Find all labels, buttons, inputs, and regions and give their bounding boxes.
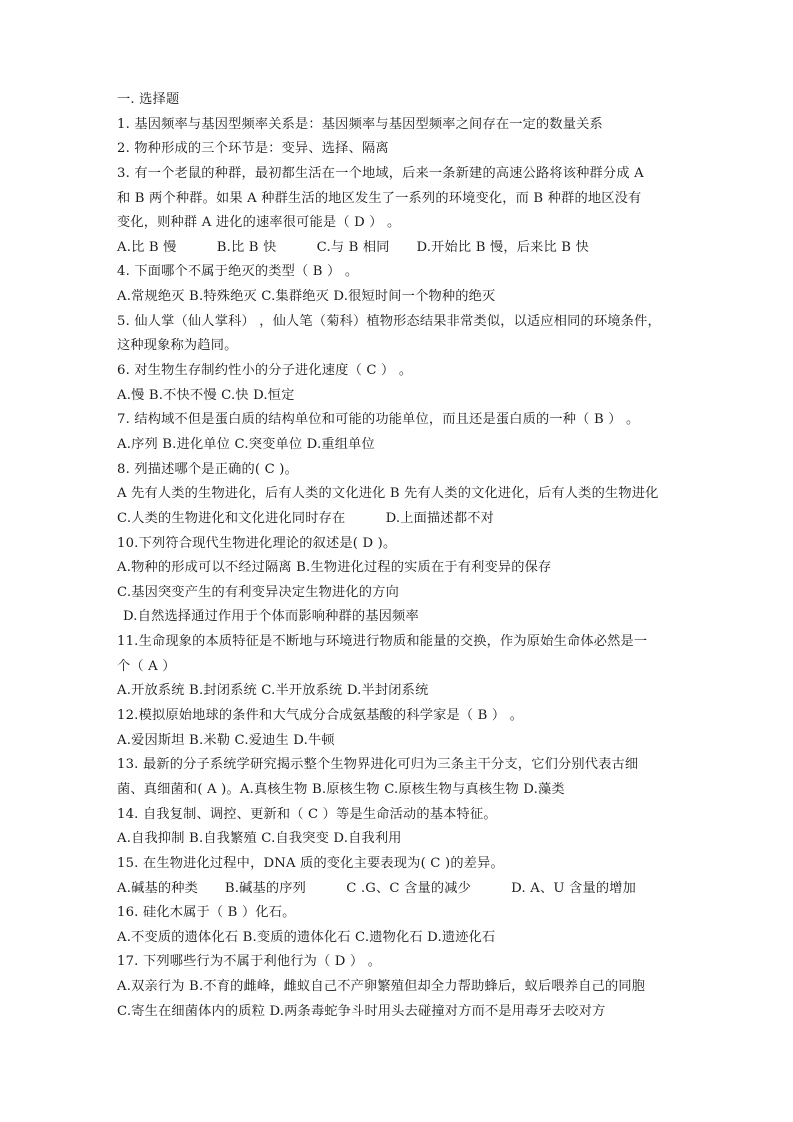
q14-line: 14. 自我复制、调控、更新和（ C ）等是生命活动的基本特征。 <box>117 806 497 822</box>
q16-options: A.不变质的遗体化石 B.变质的遗体化石 C.遗物化石 D.遗迹化石 <box>117 929 496 945</box>
q6-line: 6. 对生物生存制约性小的分子进化速度（ C ） 。 <box>117 363 413 379</box>
document-page <box>117 88 687 1024</box>
q11-line-1: 11.生命现象的本质特征是不断地与环境进行物质和能量的交换，作为原始生命体必然是一 <box>117 634 648 650</box>
q3-line-2: 和 B 两个种群。如果 A 种群生活的地区发生了一系列的环境变化，而 B 种群的地区没有 <box>117 190 642 206</box>
q15-line: 15. 在生物进化过程中，DNA 质的变化主要表现为( C )的差异。 <box>117 855 504 871</box>
q8-options-2: C.人类的生物进化和文化进化同时存在 D.上面描述都不对 <box>117 510 494 526</box>
q13-line-2: 菌、真细菌和( A )。A.真核生物 B.原核生物 C.原核生物与真核生物 D.藻类 <box>117 781 565 797</box>
q2-line: 2. 物种形成的三个环节是：变异、选择、隔离 <box>117 141 389 157</box>
q13-line-1: 13. 最新的分子系统学研究揭示整个生物界进化可归为三条主干分支，它们分别代表古细 <box>117 757 639 773</box>
q10-options-1: A.物种的形成可以不经过隔离 B.生物进化过程的实质在于有利变异的保存 <box>117 560 552 576</box>
q6-options: A.慢 B.不快不慢 C.快 D.恒定 <box>117 387 295 403</box>
section-title: 一. 选择题 <box>117 92 180 107</box>
q8-line: 8. 列描述哪个是正确的( C )。 <box>117 461 299 477</box>
q3-options: A.比 B 慢 B.比 B 快 C.与 B 相同 D.开始比 B 慢，后来比 B 快 <box>117 239 589 255</box>
q8-options-1: A 先有人类的生物进化，后有人类的文化进化 B 先有人类的文化进化，后有人类的生物进化 <box>117 486 659 502</box>
q7-options: A.序列 B.进化单位 C.突变单位 D.重组单位 <box>117 436 375 452</box>
q10-line: 10.下列符合现代生物进化理论的叙述是( D )。 <box>117 535 397 551</box>
q1-line: 1. 基因频率与基因型频率关系是：基因频率与基因型频率之间存在一定的数量关系 <box>117 116 603 132</box>
q17-options-1: A.双亲行为 B.不育的雌峰，雌蚁自己不产卵繁殖但却全力帮助蜂后，蚁后喂养自己的同胞 <box>117 979 646 995</box>
q3-line-3: 变化，则种群 A 进化的速率很可能是（ D ） 。 <box>117 215 401 231</box>
q12-line: 12.模拟原始地球的条件和大气成分合成氨基酸的科学家是（ B ） 。 <box>117 708 524 724</box>
q11-options: A.开放系统 B.封闭系统 C.半开放系统 D.半封闭系统 <box>117 683 429 699</box>
q10-options-3: D.自然选择通过作用于个体而影响种群的基因频率 <box>123 609 419 625</box>
q16-line: 16. 硅化木属于（ B ）化石。 <box>117 905 296 921</box>
q11-line-2: 个（ A ） <box>117 658 176 674</box>
q4-options: A.常规绝灭 B.特殊绝灭 C.集群绝灭 D.很短时间一个物种的绝灭 <box>117 289 496 305</box>
q5-line-2: 这种现象称为趋同。 <box>117 338 238 354</box>
q17-options-2: C.寄生在细菌体内的质粒 D.两条毒蛇争斗时用头去碰撞对方而不是用毒牙去咬对方 <box>117 1003 606 1019</box>
q3-line-1: 3. 有一个老鼠的种群，最初都生活在一个地域，后来一条新建的高速公路将该种群分成 A <box>117 165 644 181</box>
q17-line: 17. 下列哪些行为不属于利他行为（ D ） 。 <box>117 954 382 970</box>
q15-options: A.碱基的种类 B.碱基的序列 C .G、C 含量的减少 D. A、U 含量的增加 <box>117 880 637 896</box>
q7-line: 7. 结构域不但是蛋白质的结构单位和可能的功能单位，而且还是蛋白质的一种（ B ） 。 <box>117 412 640 428</box>
q5-line-1: 5. 仙人掌（仙人掌科） ，仙人笔（菊科）植物形态结果非常类似，以适应相同的环境条件， <box>117 313 661 329</box>
q4-line: 4. 下面哪个不属于绝灭的类型（ B ） 。 <box>117 264 359 280</box>
q12-options: A.爱因斯坦 B.米勒 C.爱迪生 D.牛顿 <box>117 732 335 748</box>
q14-options: A.自我抑制 B.自我繁殖 C.自我突变 D.自我利用 <box>117 831 402 847</box>
q10-options-2: C.基因突变产生的有利变异决定生物进化的方向 <box>117 584 399 600</box>
